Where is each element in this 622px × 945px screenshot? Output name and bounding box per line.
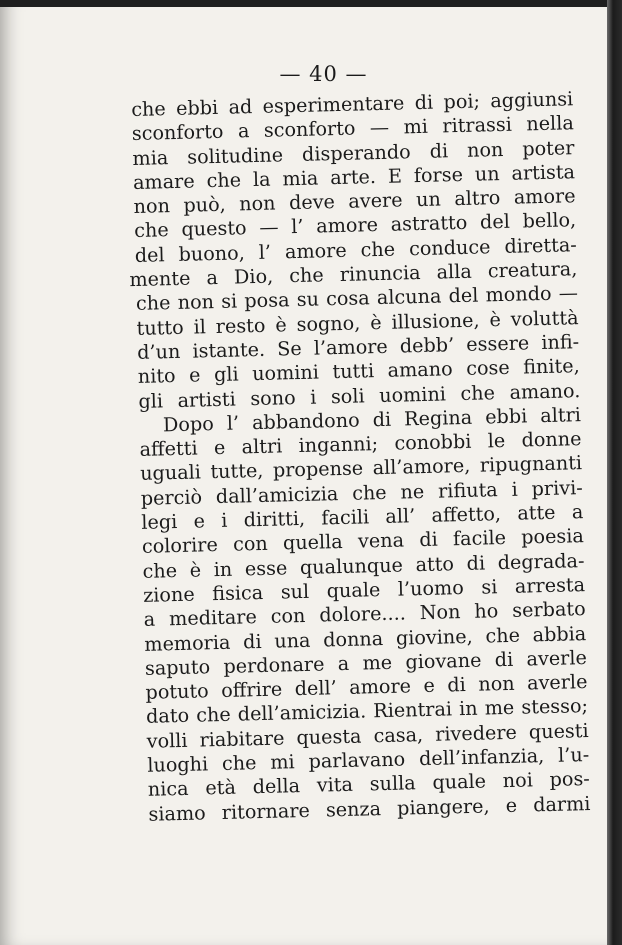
text-line: sconforto a sconforto — mi ritrassi nella [131,111,575,146]
text-line: dato che dell’amicizia. Rientrai in me stesso; [145,694,589,729]
page-number: — 40 — [279,62,368,86]
text-line: saputo perdonare a me giovane di averle [144,645,588,680]
text-line: nito e gli uomini tutti amano cose finite, [137,354,580,389]
text-line: non può, non deve avere un altro amore [133,184,576,219]
text-line: che ebbi ad esperimentare di poi; aggiunsi [131,87,574,121]
text-line: amare che la mia arte. E forse un artista [132,160,576,194]
text-line: legi e i diritti, facili all’ affetto, atte a [141,500,584,534]
text-line: a meditare con dolore.... Non ho serbato [143,597,586,632]
text-line: gli artisti sono i soli uomini che amano. [138,378,581,413]
text-line: uguali tutte, propense all’amore, ripugnanti [139,451,583,486]
text-line: affetti e altri inganni; conobbi le donne [139,427,582,462]
text-line: colorire con quella vena di facile poesia [141,524,585,559]
text-line: memoria di una donna giovine, che abbia [144,621,587,656]
text-line: volli riabitare questa casa, rivedere questi [146,718,589,753]
text-line: che questo — l’ amore astratto del bello, [133,208,577,243]
text-line: tutto il resto è sogno, è illusione, è voluttà [136,305,579,340]
text-line: potuto offrire dell’ amore e di non averle [145,670,588,704]
text-line: del buono, l’ amore che conduce diretta- [134,232,577,267]
text-line: luoghi che mi parlavano dell’infanzia, l’u- [147,743,590,777]
text-line: zione fisica sul quale l’uomo si arresta [142,572,586,607]
text-line: siamo ritornare senza piangere, e darmi [148,791,591,826]
body-text [131,87,591,826]
text-line: perciò dall’amicizia che ne rifiuta i privi- [140,475,583,510]
text-line: mia solitudine disperando di non poter [132,135,575,170]
text-line: d’un istante. Se l’amore debb’ essere infi- [136,330,580,364]
text-line: nica età della vita sulla quale noi pos- [147,767,591,802]
text-line: Dopo l’ abbandono di Regina ebbi altri [162,402,582,437]
text-line: che è in esse qualunque atto di degrada- [142,548,585,583]
scan-border-top [0,0,622,7]
text-line: che non si posa su cosa alcuna del mondo — [135,281,579,316]
text-line: mente a Dio, che rinuncia alla creatura, [129,257,578,292]
scan-border-right [607,0,622,945]
